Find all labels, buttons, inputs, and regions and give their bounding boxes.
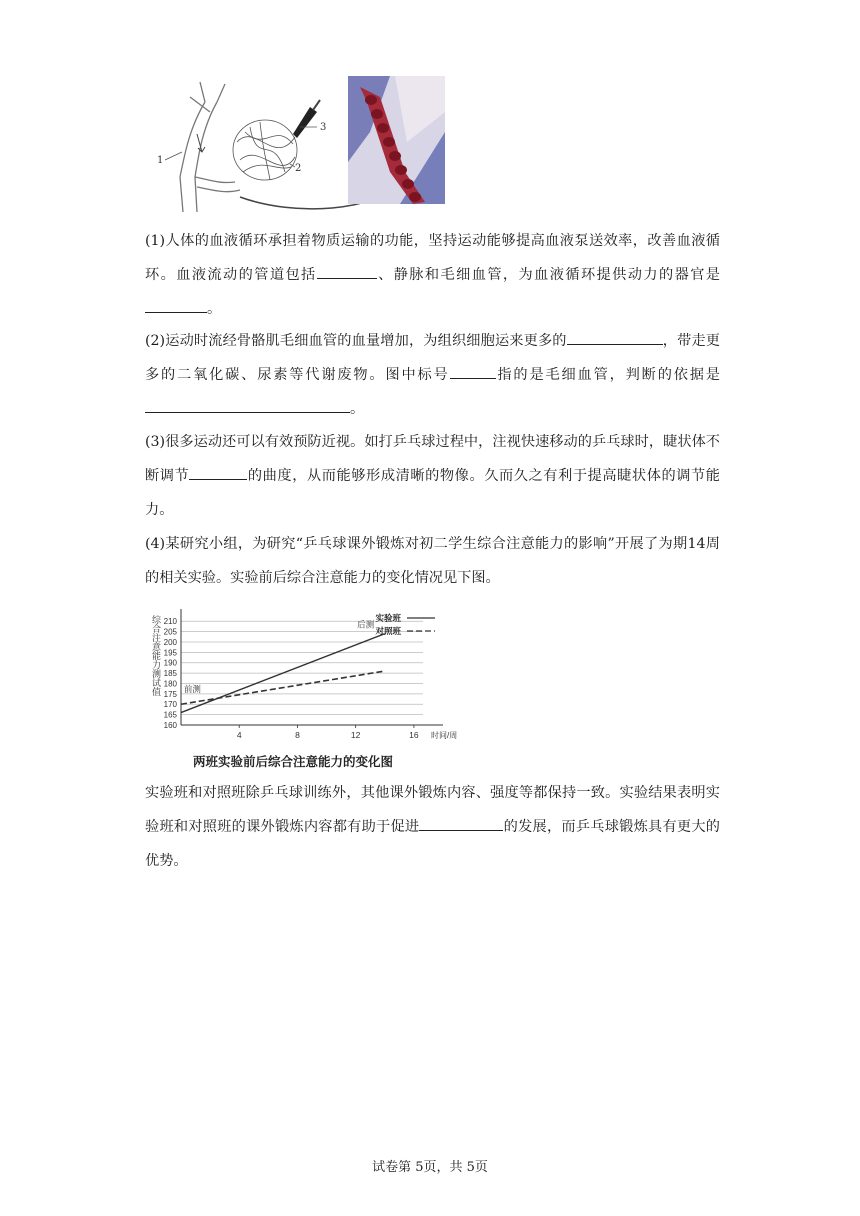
answer-blank-substances[interactable]	[567, 326, 663, 345]
question-3: (3)很多运动还可以有效预防近视。如打乒乓球过程中，注视快速移动的乒乓球时，睫状体不断调节 的曲度，从而能够形成清晰的物像。久而久之有利于提高睫状体的调节能力。	[145, 434, 720, 518]
chart-axes	[164, 609, 443, 740]
legend-label: 对照班	[375, 626, 401, 636]
y-tick-label: 165	[163, 710, 177, 720]
answer-blank-organ[interactable]	[145, 294, 207, 313]
series-line-2	[181, 671, 385, 704]
x-tick-label: 12	[350, 730, 361, 740]
capillary-micrograph	[348, 76, 445, 204]
y-tick-label: 205	[163, 627, 177, 637]
x-tick-label: 16	[409, 730, 419, 740]
answer-blank-label-number[interactable]	[450, 360, 496, 379]
y-tick-label: 170	[163, 700, 177, 710]
question-1: (1)人体的血液循环承担着物质运输的功能，坚持运动能够提高血液泵送效率，改善血液循环。血液流动的管道包括 、静脉和毛细血管，为血液循环提供动力的器官是。	[145, 233, 720, 317]
chart-title: 两班实验前后综合注意能力的变化图	[192, 755, 394, 769]
figure-label-2: 2	[295, 163, 302, 174]
vessel-diagram	[180, 82, 240, 212]
x-tick-label: 8	[295, 730, 300, 740]
blood-vessel-figure	[145, 72, 455, 217]
y-tick-label: 200	[163, 637, 177, 647]
y-axis-label: 综合注意能力测试值	[151, 615, 161, 696]
y-tick-label: 190	[163, 658, 177, 668]
page-footer: 试卷第 5页，共 5页	[372, 1160, 488, 1175]
y-tick-label: 180	[163, 679, 177, 689]
y-tick-label: 210	[163, 617, 177, 627]
answer-blank-lens[interactable]	[189, 461, 247, 480]
question-4: (4)某研究小组，为研究“乒乓球课外锻炼对初二学生综合注意能力的影响”开展了为期14周的相关实验。实验前后综合注意能力的变化情况见下图。	[145, 536, 720, 586]
annotation-post: 后测	[357, 619, 375, 630]
answer-blank-reason[interactable]	[145, 394, 350, 413]
question-4-conclusion: 实验班和对照班除乒乓球训练外，其他课外锻炼内容、强度等都保持一致。实验结果表明实验班和对照班的课外锻炼内容都有助于促进 的发展，而乒乓球锻炼具有更大的优势。	[145, 785, 720, 869]
x-tick-label: 4	[236, 730, 242, 740]
question-2: (2)运动时流经骨骼肌毛细血管的血量增加，为组织细胞运来更多的 ，带走更多的二氧化碳、尿素等代谢废物。图中标号 指的是毛细血管，判断的依据是。	[145, 324, 720, 426]
capillary-network	[233, 120, 297, 180]
y-tick-label: 160	[163, 721, 177, 730]
chart-labels	[151, 613, 458, 740]
x-axis-label: 时间/周	[431, 731, 458, 740]
answer-blank-artery[interactable]	[317, 260, 377, 279]
annotation-pre: 前测	[183, 683, 201, 694]
figure-label-1: 1	[157, 155, 164, 166]
attention-chart	[143, 603, 473, 778]
legend-label: 实验班	[375, 613, 401, 623]
y-tick-label: 195	[163, 648, 177, 658]
y-tick-label: 175	[163, 689, 177, 699]
y-tick-label: 185	[163, 669, 177, 679]
needle-shape	[293, 107, 317, 138]
answer-blank-development[interactable]	[419, 812, 503, 831]
figure-label-3: 3	[320, 122, 327, 133]
